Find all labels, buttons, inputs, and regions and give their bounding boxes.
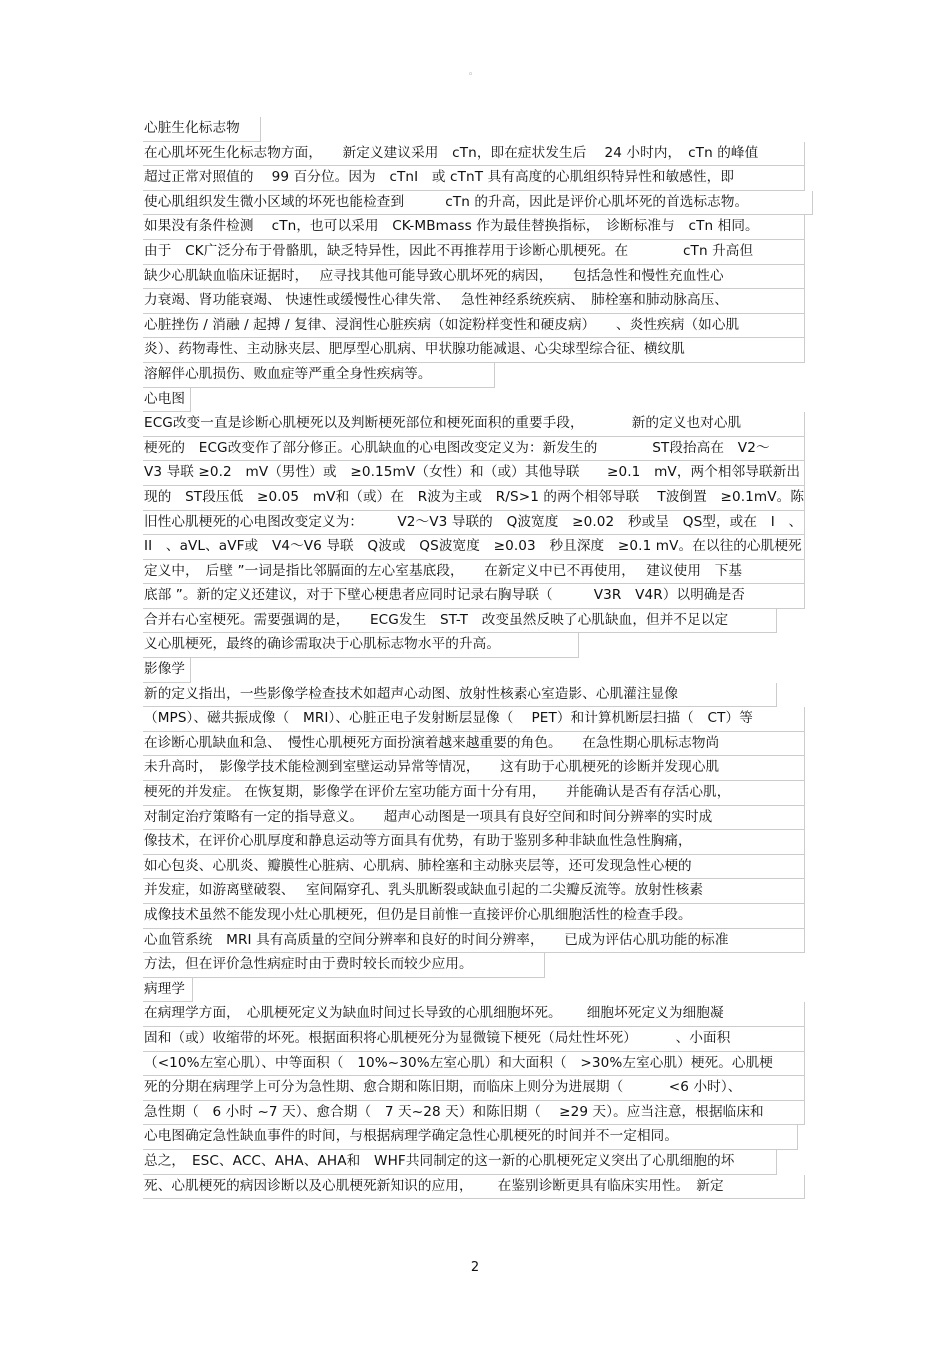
text-line: 如心包炎、心肌炎、瓣膜性心脏病、心肌病、肺栓塞和主动脉夹层等，还可发现急性心梗的 bbox=[143, 855, 805, 880]
text-line: 心电图确定急性缺血事件的时间，与根据病理学确定急性心肌梗死的时间并不一定相同。 bbox=[143, 1125, 798, 1150]
page-number: 2 bbox=[470, 1260, 480, 1275]
text-line: 未升高时， 影像学技术能检测到室壁运动异常等情况， 这有助于心肌梗死的诊断并发现心肌 bbox=[143, 756, 805, 781]
section-heading-pathology: 病理学 bbox=[143, 978, 193, 1003]
text-line: （MPS）、磁共振成像（ MRI）、心脏正电子发射断层显像（ PET）和计算机断层扫描（ CT）等 bbox=[143, 707, 805, 732]
section-heading-biomarkers: 心脏生化标志物 bbox=[143, 117, 261, 142]
text-line: 炎）、药物毒性、主动脉夹层、肥厚型心肌病、甲状腺功能减退、心尖球型综合征、横纹肌 bbox=[143, 338, 805, 363]
text-line: 如果没有条件检测 cTn，也可以采用 CK-MBmass 作为最佳替换指标， 诊断标准与 cTn 相同。 bbox=[143, 215, 805, 240]
text-line: ECG改变一直是诊断心肌梗死以及判断梗死部位和梗死面积的重要手段， 新的定义也对心肌 bbox=[143, 412, 805, 437]
text-line: 方法，但在评价急性病症时由于费时较长而较少应用。 bbox=[143, 953, 545, 978]
text-line: 使心肌组织发生微小区域的坏死也能检查到 cTn 的升高，因此是评价心肌坏死的首选标志物。 bbox=[143, 191, 813, 216]
text-line: 底部 ”。新的定义还建议，对于下壁心梗患者应同时记录右胸导联（ V3R V4R）以明确是否 bbox=[143, 584, 805, 609]
text-line: 对制定治疗策略有一定的指导意义。 超声心动图是一项具有良好空间和时间分辨率的实时成 bbox=[143, 806, 805, 831]
text-line: 在心肌坏死生化标志物方面， 新定义建议采用 cTn，即在症状发生后 24 小时内， cTn 的峰值 bbox=[143, 142, 805, 167]
text-line: 在病理学方面， 心肌梗死定义为缺血时间过长导致的心肌细胞坏死。 细胞坏死定义为细胞凝 bbox=[143, 1002, 805, 1027]
text-line: 急性期（ 6 小时 ~7 天）、愈合期（ 7 天~28 天）和陈旧期（ ≥29 天）。应当注意，根据临床和 bbox=[143, 1101, 805, 1126]
text-line: 缺少心肌缺血临床证据时， 应寻找其他可能导致心肌坏死的病因， 包括急性和慢性充血性心 bbox=[143, 265, 805, 290]
text-line: 固和（或）收缩带的坏死。根据面积将心肌梗死分为显微镜下梗死（局灶性坏死） 、小面积 bbox=[143, 1027, 805, 1052]
text-line: 溶解伴心肌损伤、败血症等严重全身性疾病等。 bbox=[143, 363, 495, 388]
text-line: 总之， ESC、ACC、AHA、AHA和 WHF共同制定的这一新的心肌梗死定义突出了心肌细胞的坏 bbox=[143, 1150, 777, 1175]
text-line: 合并右心室梗死。需要强调的是， ECG发生 ST-T 改变虽然反映了心肌缺血，但并不足以定 bbox=[143, 609, 777, 634]
text-line: 力衰竭、肾功能衰竭、 快速性或缓慢性心律失常、 急性神经系统疾病、 肺栓塞和肺动脉高压、 bbox=[143, 289, 805, 314]
text-line: 并发症，如游离壁破裂、 室间隔穿孔、乳头肌断裂或缺血引起的二尖瓣反流等。放射性核素 bbox=[143, 879, 805, 904]
text-line: 旧性心肌梗死的心电图改变定义为： V2～V3 导联的 Q波宽度 ≥0.02 秒或呈 QS型，或在 I 、 bbox=[143, 511, 805, 536]
section-heading-ecg: 心电图 bbox=[143, 388, 191, 413]
text-line: 在诊断心肌缺血和急、 慢性心肌梗死方面扮演着越来越重要的角色。 在急性期心肌标志物尚 bbox=[143, 732, 805, 757]
section-heading-imaging: 影像学 bbox=[143, 658, 191, 683]
text-line: 心血管系统 MRI 具有高质量的空间分辨率和良好的时间分辨率， 已成为评估心肌功能的标准 bbox=[143, 929, 805, 954]
text-line: 成像技术虽然不能发现小灶心肌梗死，但仍是目前惟一直接评价心肌细胞活性的检查手段。 bbox=[143, 904, 805, 929]
text-line: 像技术，在评价心肌厚度和静息运动等方面具有优势，有助于鉴别多种非缺血性急性胸痛， bbox=[143, 830, 805, 855]
document-body bbox=[143, 117, 808, 1199]
text-line: 梗死的并发症。 在恢复期，影像学在评价左室功能方面十分有用， 并能确认是否有存活心肌， bbox=[143, 781, 805, 806]
text-line: 死、心肌梗死的病因诊断以及心肌梗死新知识的应用， 在鉴别诊断更具有临床实用性。 新定 bbox=[143, 1175, 805, 1200]
text-line: 死的分期在病理学上可分为急性期、愈合期和陈旧期，而临床上则分为进展期（ <6 小时）、 bbox=[143, 1076, 805, 1101]
text-line: 心脏挫伤 / 消融 / 起搏 / 复律、浸润性心脏疾病（如淀粉样变性和硬皮病） 、炎性疾病（如心肌 bbox=[143, 314, 805, 339]
text-line: 现的 ST段压低 ≥0.05 mV和（或）在 R波为主或 R/S>1 的两个相邻导联 T波倒置 ≥0.1mV。陈 bbox=[143, 486, 805, 511]
text-line: 新的定义指出，一些影像学检查技术如超声心动图、放射性核素心室造影、心肌灌注显像 bbox=[143, 683, 777, 708]
text-line: 定义中， 后壁 ”一词是指比邻膈面的左心室基底段， 在新定义中已不再使用， 建议使用 下基 bbox=[143, 560, 805, 585]
text-line: （<10%左室心肌）、中等面积（ 10%~30%左室心肌）和大面积（ >30%左室心肌）梗死。心肌梗 bbox=[143, 1052, 805, 1077]
text-line: 由于 CK广泛分布于骨骼肌，缺乏特异性，因此不再推荐用于诊断心肌梗死。在 cTn 升高但 bbox=[143, 240, 805, 265]
text-line: V3 导联 ≥0.2 mV（男性）或 ≥0.15mV（女性）和（或）其他导联 ≥0.1 mV，两个相邻导联新出 bbox=[143, 461, 805, 486]
page-top-mark: ◦ bbox=[468, 70, 474, 80]
text-line: 义心肌梗死，最终的确诊需取决于心肌标志物水平的升高。 bbox=[143, 633, 579, 658]
text-line: 超过正常对照值的 99 百分位。因为 cTnI 或 cTnT 具有高度的心肌组织特异性和敏感性，即 bbox=[143, 166, 805, 191]
text-line: 梗死的 ECG改变作了部分修正。心肌缺血的心电图改变定义为：新发生的 ST段抬高在 V2～ bbox=[143, 437, 805, 462]
text-line: II 、aVL、aVF或 V4～V6 导联 Q波或 QS波宽度 ≥0.03 秒且深度 ≥0.1 mV。在以往的心肌梗死 bbox=[143, 535, 805, 560]
